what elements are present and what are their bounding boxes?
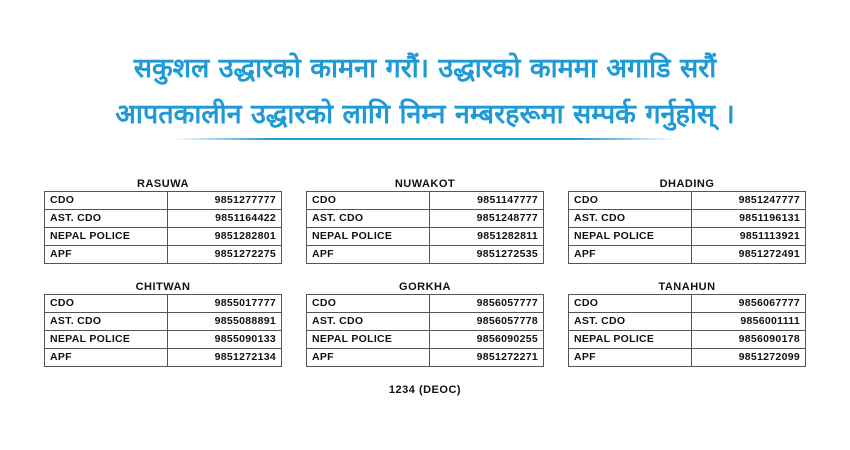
district-name: NUWAKOT	[394, 178, 456, 190]
role-cell: NEPAL POLICE	[45, 331, 168, 349]
table-row	[45, 192, 282, 210]
role-cell: AST. CDO	[45, 210, 168, 228]
district-tanahun	[568, 281, 806, 367]
phone-number: 9851282811	[430, 228, 544, 246]
table-row	[569, 331, 806, 349]
phone-number: 9856090255	[430, 331, 544, 349]
role-cell: APF	[569, 246, 692, 264]
phone-number: 9851272491	[692, 246, 806, 264]
contacts-table	[568, 294, 806, 367]
headline-line-2: आपतकालीन उद्धारको लागि निम्न नम्बरहरूमा सम्पर्क गर्नुहोस् ।	[115, 99, 735, 130]
phone-number: 9851248777	[430, 210, 544, 228]
role-cell: APF	[569, 349, 692, 367]
phone-number: 9855090133	[168, 331, 282, 349]
phone-number: 9856067777	[692, 295, 806, 313]
table-row	[569, 210, 806, 228]
phone-number: 9851272134	[168, 349, 282, 367]
role-cell: APF	[45, 246, 168, 264]
role-cell: NEPAL POLICE	[569, 228, 692, 246]
role-cell: CDO	[307, 295, 430, 313]
table-row	[569, 192, 806, 210]
role-cell: AST. CDO	[45, 313, 168, 331]
role-cell: AST. CDO	[307, 210, 430, 228]
role-cell: CDO	[45, 192, 168, 210]
phone-number: 9851282801	[168, 228, 282, 246]
role-cell: NEPAL POLICE	[569, 331, 692, 349]
district-dhading	[568, 178, 806, 264]
table-row	[307, 313, 544, 331]
phone-number: 9856057778	[430, 313, 544, 331]
role-cell: AST. CDO	[569, 313, 692, 331]
district-nuwakot	[306, 178, 544, 264]
phone-number: 9851272099	[692, 349, 806, 367]
table-row	[45, 228, 282, 246]
role-cell: APF	[307, 349, 430, 367]
phone-number: 9851147777	[430, 192, 544, 210]
headline-line-1: सकुशल उद्धारको कामना गरौं। उद्धारको काममा अगाडि सरौं	[133, 53, 717, 84]
contacts-table	[44, 294, 282, 367]
district-rasuwa	[44, 178, 282, 264]
table-row	[45, 349, 282, 367]
phone-number: 9851247777	[692, 192, 806, 210]
role-cell: NEPAL POLICE	[307, 228, 430, 246]
role-cell: NEPAL POLICE	[307, 331, 430, 349]
table-row	[45, 331, 282, 349]
table-row	[307, 192, 544, 210]
phone-number: 9856057777	[430, 295, 544, 313]
role-cell: APF	[45, 349, 168, 367]
district-name: RASUWA	[137, 178, 189, 190]
phone-number: 9851113921	[692, 228, 806, 246]
role-cell: AST. CDO	[307, 313, 430, 331]
emergency-footer-number: 1234 (DEOC)	[388, 384, 462, 396]
phone-number: 9851164422	[168, 210, 282, 228]
table-row	[569, 313, 806, 331]
district-name: TANAHUN	[658, 281, 716, 293]
district-chitwan	[44, 281, 282, 367]
phone-number: 9851272275	[168, 246, 282, 264]
table-row	[307, 295, 544, 313]
role-cell: APF	[307, 246, 430, 264]
district-name: CHITWAN	[135, 281, 191, 293]
contacts-table	[306, 191, 544, 264]
district-gorkha	[306, 281, 544, 367]
role-cell: CDO	[45, 295, 168, 313]
role-cell: AST. CDO	[569, 210, 692, 228]
phone-number: 9851272535	[430, 246, 544, 264]
table-row	[569, 349, 806, 367]
phone-number: 9855017777	[168, 295, 282, 313]
district-name: GORKHA	[399, 281, 451, 293]
role-cell: CDO	[307, 192, 430, 210]
table-row	[307, 349, 544, 367]
table-row	[569, 295, 806, 313]
heading-divider	[172, 138, 677, 140]
table-row	[307, 246, 544, 264]
phone-number: 9851196131	[692, 210, 806, 228]
contacts-table	[44, 191, 282, 264]
table-row	[45, 246, 282, 264]
role-cell: NEPAL POLICE	[45, 228, 168, 246]
table-row	[569, 246, 806, 264]
phone-number: 9856090178	[692, 331, 806, 349]
table-row	[307, 331, 544, 349]
role-cell: CDO	[569, 192, 692, 210]
contacts-table	[568, 191, 806, 264]
table-row	[45, 210, 282, 228]
table-row	[569, 228, 806, 246]
phone-number: 9856001111	[692, 313, 806, 331]
district-name: DHADING	[659, 178, 715, 190]
phone-number: 9855088891	[168, 313, 282, 331]
phone-number: 9851272271	[430, 349, 544, 367]
table-row	[307, 210, 544, 228]
table-row	[45, 295, 282, 313]
table-row	[45, 313, 282, 331]
role-cell: CDO	[569, 295, 692, 313]
table-row	[307, 228, 544, 246]
phone-number: 9851277777	[168, 192, 282, 210]
contacts-table	[306, 294, 544, 367]
